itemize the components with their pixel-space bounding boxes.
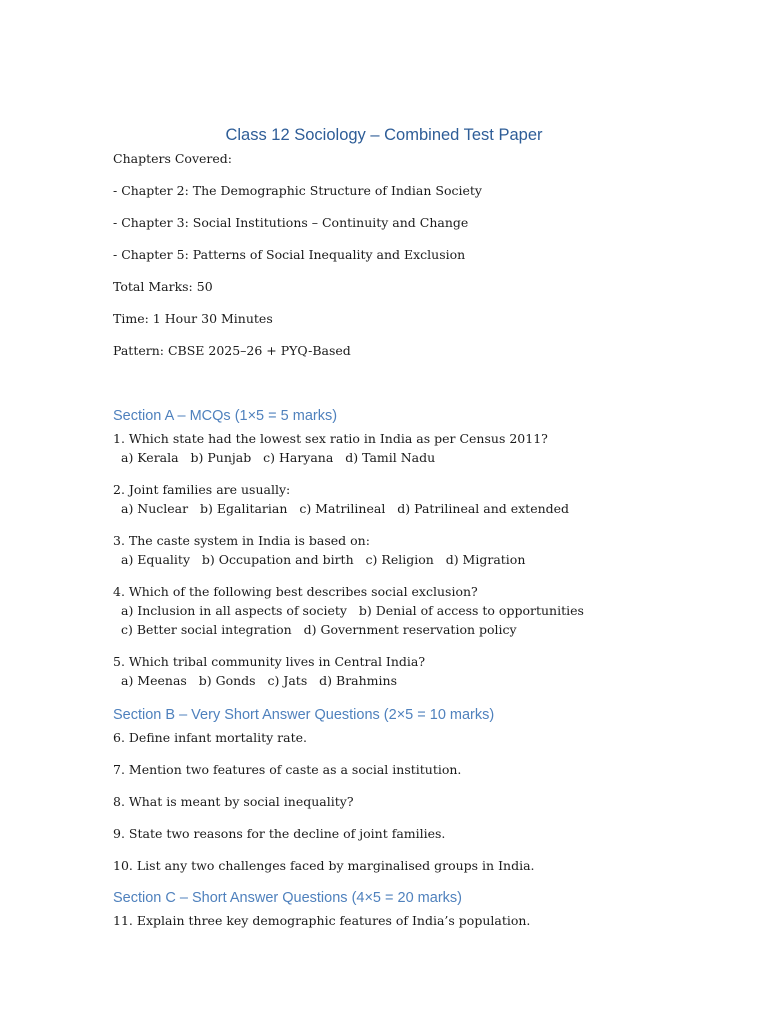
mcq-question: 2. Joint families are usually: (113, 482, 291, 497)
mcq-question: 4. Which of the following best describes social exclusion? (113, 584, 478, 599)
vsa-question: 10. List any two challenges faced by marginalised groups in India. (113, 858, 535, 873)
mcq-question: 3. The caste system in India is based on: (113, 533, 370, 548)
mcq-options: a) Kerala b) Punjab c) Haryana d) Tamil Nadu (121, 450, 436, 465)
vsa-question: 9. State two reasons for the decline of joint families. (113, 826, 446, 841)
section-c-heading: Section C – Short Answer Questions (4×5 = 20 marks) (113, 890, 462, 906)
chapter-item: - Chapter 5: Patterns of Social Inequality and Exclusion (113, 247, 466, 262)
vsa-question: 8. What is meant by social inequality? (113, 794, 354, 809)
document-title: Class 12 Sociology – Combined Test Paper (225, 126, 543, 144)
mcq-options: a) Equality b) Occupation and birth c) Religion d) Migration (121, 552, 526, 567)
section-b-heading: Section B – Very Short Answer Questions (2×5 = 10 marks) (113, 707, 495, 723)
time-allowed: Time: 1 Hour 30 Minutes (113, 311, 273, 326)
chapters-label: Chapters Covered: (113, 151, 232, 166)
mcq-options: a) Inclusion in all aspects of society b) Denial of access to opportunities (121, 603, 584, 618)
vsa-question: 7. Mention two features of caste as a social institution. (113, 762, 462, 777)
sa-question: 11. Explain three key demographic features of India’s population. (113, 913, 531, 928)
mcq-options: c) Better social integration d) Government reservation policy (121, 622, 517, 637)
chapter-item: - Chapter 2: The Demographic Structure of Indian Society (113, 183, 482, 198)
mcq-options: a) Meenas b) Gonds c) Jats d) Brahmins (121, 673, 397, 688)
mcq-question: 1. Which state had the lowest sex ratio in India as per Census 2011? (113, 431, 548, 446)
mcq-question: 5. Which tribal community lives in Central India? (113, 654, 426, 669)
section-a-heading: Section A – MCQs (1×5 = 5 marks) (113, 408, 338, 424)
paper-pattern: Pattern: CBSE 2025–26 + PYQ-Based (113, 343, 351, 358)
vsa-question: 6. Define infant mortality rate. (113, 730, 307, 745)
mcq-options: a) Nuclear b) Egalitarian c) Matrilineal d) Patrilineal and extended (121, 501, 570, 516)
total-marks: Total Marks: 50 (113, 279, 213, 294)
chapter-item: - Chapter 3: Social Institutions – Continuity and Change (113, 215, 469, 230)
